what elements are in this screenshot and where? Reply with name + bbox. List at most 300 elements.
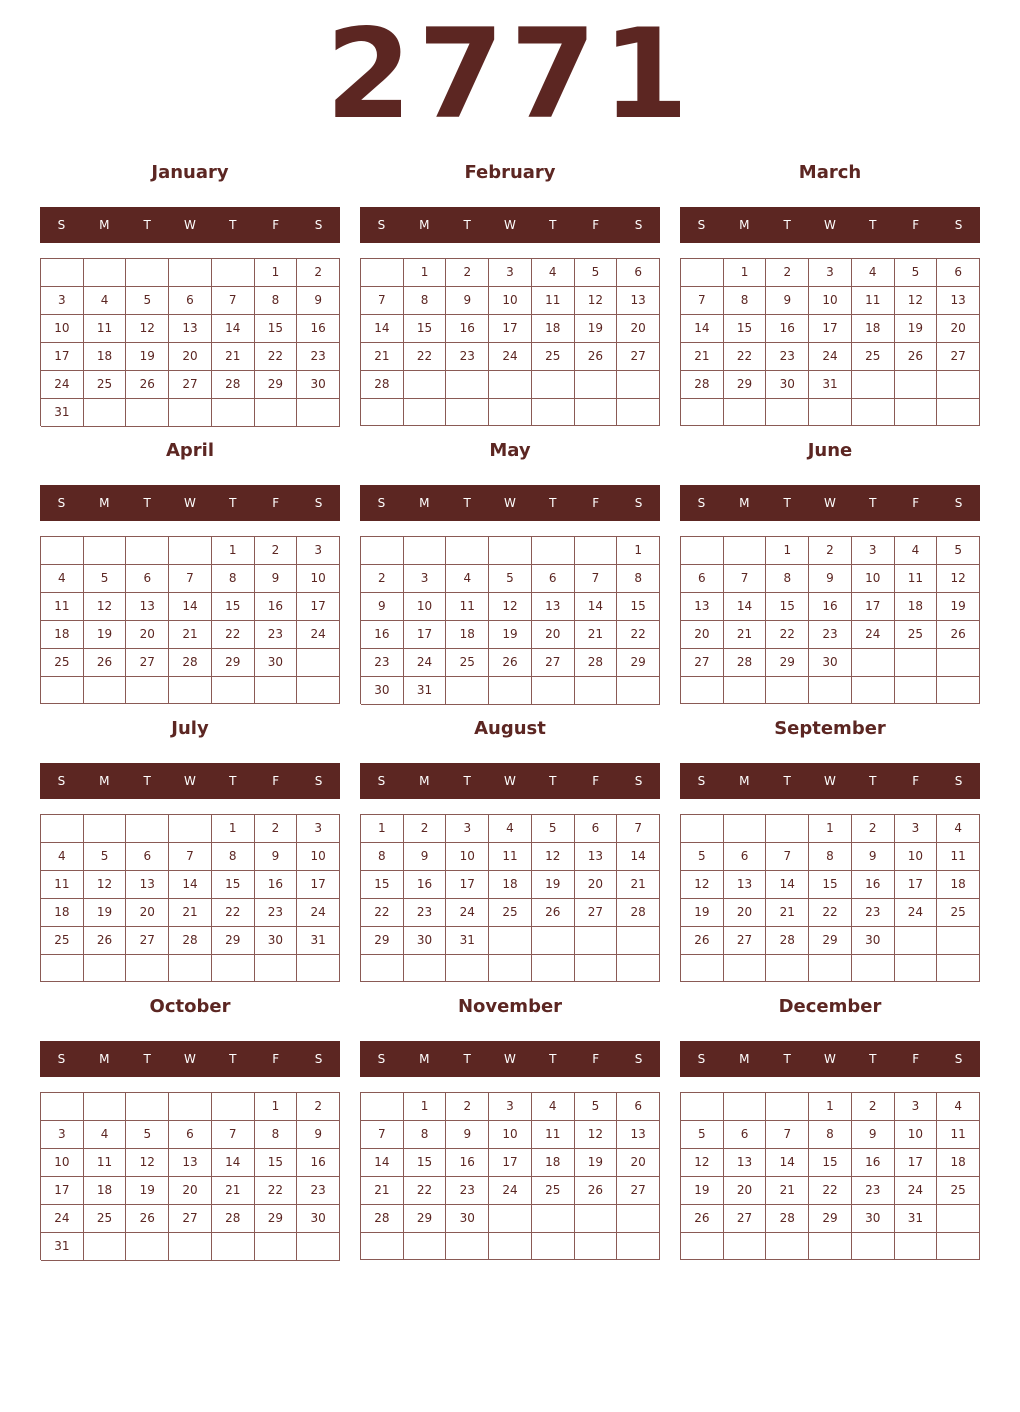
day-cell: 21 [169, 899, 212, 927]
empty-day-cell [937, 399, 980, 426]
empty-day-cell [681, 677, 724, 704]
day-cell: 1 [404, 259, 447, 287]
day-cell: 8 [404, 287, 447, 315]
empty-day-cell [852, 955, 895, 982]
day-cell: 30 [361, 677, 404, 705]
day-cell: 29 [809, 1205, 852, 1233]
empty-day-cell [84, 955, 127, 982]
weekday-label: W [824, 496, 836, 510]
day-cell: 12 [895, 287, 938, 315]
day-cell: 10 [297, 565, 340, 593]
day-cell: 21 [361, 1177, 404, 1205]
day-cell: 5 [895, 259, 938, 287]
day-cell: 5 [489, 565, 532, 593]
weekday-label: M [99, 774, 110, 788]
day-cell: 7 [766, 1121, 809, 1149]
day-cell: 2 [766, 259, 809, 287]
empty-day-cell [937, 649, 980, 677]
weekday-header [360, 1041, 660, 1077]
day-grid [360, 536, 660, 704]
day-cell: 21 [575, 621, 618, 649]
empty-day-cell [937, 1233, 980, 1260]
day-cell: 13 [724, 1149, 767, 1177]
day-cell: 24 [297, 621, 340, 649]
day-cell: 7 [212, 1121, 255, 1149]
day-cell: 1 [361, 815, 404, 843]
empty-day-cell [681, 537, 724, 565]
day-cell: 25 [41, 649, 84, 677]
day-cell: 4 [852, 259, 895, 287]
empty-day-cell [852, 399, 895, 426]
weekday-label: S [697, 1052, 706, 1066]
day-cell: 20 [169, 1177, 212, 1205]
day-cell: 20 [724, 899, 767, 927]
empty-day-cell [852, 677, 895, 704]
day-cell: 9 [446, 1121, 489, 1149]
day-cell: 15 [404, 1149, 447, 1177]
day-cell: 6 [617, 259, 660, 287]
day-cell: 29 [212, 649, 255, 677]
day-cell: 16 [297, 315, 340, 343]
day-cell: 2 [255, 815, 298, 843]
empty-day-cell [212, 1093, 255, 1121]
day-cell: 20 [617, 315, 660, 343]
day-cell: 26 [489, 649, 532, 677]
weekday-label: F [592, 774, 600, 788]
day-cell: 26 [84, 927, 127, 955]
empty-day-cell [212, 677, 255, 704]
day-cell: 28 [766, 927, 809, 955]
day-cell: 23 [852, 1177, 895, 1205]
empty-day-cell [41, 1093, 84, 1121]
day-cell: 19 [489, 621, 532, 649]
day-cell: 7 [361, 287, 404, 315]
weekday-label: T [229, 1052, 237, 1066]
day-cell: 22 [404, 1177, 447, 1205]
empty-day-cell [532, 677, 575, 705]
empty-day-cell [895, 1233, 938, 1260]
empty-day-cell [852, 649, 895, 677]
weekday-label: M [739, 774, 750, 788]
year-title: 2771 [325, 3, 695, 147]
empty-day-cell [937, 955, 980, 982]
day-cell: 4 [937, 1093, 980, 1121]
day-cell: 12 [681, 871, 724, 899]
day-cell: 30 [404, 927, 447, 955]
weekday-label: T [463, 496, 471, 510]
day-cell: 29 [255, 1205, 298, 1233]
day-cell: 26 [575, 343, 618, 371]
day-cell: 13 [617, 287, 660, 315]
day-cell: 30 [255, 927, 298, 955]
empty-day-cell [809, 677, 852, 704]
day-cell: 16 [255, 871, 298, 899]
day-cell: 30 [809, 649, 852, 677]
weekday-label: M [419, 774, 430, 788]
weekday-label: S [697, 496, 706, 510]
weekday-label: T [783, 774, 791, 788]
day-grid [40, 1092, 340, 1260]
weekday-label: S [377, 1052, 386, 1066]
day-cell: 17 [895, 871, 938, 899]
day-cell: 5 [937, 537, 980, 565]
day-cell: 27 [937, 343, 980, 371]
day-cell: 28 [681, 371, 724, 399]
day-cell: 24 [297, 899, 340, 927]
day-cell: 9 [297, 287, 340, 315]
weekday-label: T [783, 1052, 791, 1066]
empty-day-cell [212, 259, 255, 287]
day-cell: 2 [361, 565, 404, 593]
day-cell: 19 [84, 899, 127, 927]
day-cell: 20 [532, 621, 575, 649]
weekday-label: S [314, 1052, 323, 1066]
weekday-label: S [377, 774, 386, 788]
day-cell: 5 [84, 843, 127, 871]
day-cell: 20 [617, 1149, 660, 1177]
empty-day-cell [532, 927, 575, 955]
day-cell: 20 [937, 315, 980, 343]
day-cell: 14 [575, 593, 618, 621]
weekday-label: W [824, 774, 836, 788]
day-cell: 23 [255, 899, 298, 927]
month-name: October [149, 996, 231, 1017]
day-cell: 16 [404, 871, 447, 899]
day-cell: 11 [937, 1121, 980, 1149]
day-cell: 17 [41, 343, 84, 371]
weekday-label: S [377, 218, 386, 232]
weekday-label: W [504, 1052, 516, 1066]
weekday-label: S [57, 218, 66, 232]
day-cell: 8 [212, 843, 255, 871]
empty-day-cell [84, 815, 127, 843]
weekday-label: W [184, 1052, 196, 1066]
empty-day-cell [297, 955, 340, 982]
day-cell: 26 [681, 1205, 724, 1233]
empty-day-cell [255, 1233, 298, 1261]
empty-day-cell [404, 1233, 447, 1260]
day-cell: 15 [212, 593, 255, 621]
month-name: August [474, 718, 546, 739]
day-cell: 18 [937, 871, 980, 899]
empty-day-cell [361, 955, 404, 982]
day-cell: 5 [126, 287, 169, 315]
weekday-label: S [954, 496, 963, 510]
day-cell: 5 [84, 565, 127, 593]
day-cell: 10 [404, 593, 447, 621]
day-cell: 1 [255, 1093, 298, 1121]
day-cell: 2 [446, 1093, 489, 1121]
day-cell: 10 [809, 287, 852, 315]
day-cell: 10 [297, 843, 340, 871]
weekday-label: S [57, 774, 66, 788]
empty-day-cell [41, 259, 84, 287]
empty-day-cell [212, 1233, 255, 1261]
day-cell: 8 [809, 1121, 852, 1149]
empty-day-cell [126, 955, 169, 982]
day-cell: 25 [852, 343, 895, 371]
day-cell: 16 [809, 593, 852, 621]
weekday-label: F [272, 218, 280, 232]
day-cell: 14 [724, 593, 767, 621]
day-cell: 2 [297, 1093, 340, 1121]
day-cell: 25 [532, 343, 575, 371]
day-cell: 2 [404, 815, 447, 843]
weekday-label: W [504, 496, 516, 510]
day-cell: 12 [532, 843, 575, 871]
day-cell: 9 [446, 287, 489, 315]
weekday-label: T [463, 774, 471, 788]
weekday-label: M [99, 496, 110, 510]
day-cell: 9 [255, 565, 298, 593]
day-cell: 7 [169, 565, 212, 593]
weekday-label: T [783, 496, 791, 510]
empty-day-cell [126, 815, 169, 843]
day-cell: 8 [809, 843, 852, 871]
day-cell: 3 [297, 815, 340, 843]
empty-day-cell [724, 677, 767, 704]
day-cell: 25 [84, 1205, 127, 1233]
day-cell: 13 [724, 871, 767, 899]
empty-day-cell [361, 1233, 404, 1260]
empty-day-cell [937, 371, 980, 399]
empty-day-cell [169, 537, 212, 565]
day-cell: 28 [617, 899, 660, 927]
empty-day-cell [895, 371, 938, 399]
empty-day-cell [575, 1205, 618, 1233]
day-cell: 2 [255, 537, 298, 565]
day-cell: 22 [255, 343, 298, 371]
empty-day-cell [766, 399, 809, 426]
day-cell: 29 [766, 649, 809, 677]
day-cell: 16 [446, 315, 489, 343]
day-cell: 28 [361, 1205, 404, 1233]
day-cell: 24 [404, 649, 447, 677]
day-cell: 19 [681, 899, 724, 927]
day-cell: 14 [212, 1149, 255, 1177]
weekday-label: S [697, 774, 706, 788]
day-cell: 7 [724, 565, 767, 593]
month-name: April [165, 440, 215, 461]
day-cell: 6 [532, 565, 575, 593]
day-cell: 14 [681, 315, 724, 343]
weekday-label: W [184, 218, 196, 232]
weekday-header [680, 763, 980, 799]
day-cell: 31 [446, 927, 489, 955]
day-cell: 1 [724, 259, 767, 287]
day-cell: 3 [297, 537, 340, 565]
day-cell: 14 [169, 593, 212, 621]
empty-day-cell [84, 259, 127, 287]
day-cell: 1 [809, 815, 852, 843]
empty-day-cell [255, 955, 298, 982]
weekday-label: T [869, 774, 877, 788]
empty-day-cell [489, 399, 532, 426]
day-cell: 28 [169, 927, 212, 955]
day-cell: 14 [766, 1149, 809, 1177]
empty-day-cell [169, 815, 212, 843]
day-grid [360, 814, 660, 982]
day-cell: 19 [575, 1149, 618, 1177]
weekday-label: M [739, 218, 750, 232]
weekday-label: F [272, 496, 280, 510]
empty-day-cell [126, 399, 169, 427]
day-cell: 16 [255, 593, 298, 621]
day-cell: 23 [297, 1177, 340, 1205]
weekday-label: T [143, 496, 151, 510]
empty-day-cell [489, 1205, 532, 1233]
month-december [680, 986, 980, 1264]
day-cell: 4 [489, 815, 532, 843]
empty-day-cell [617, 371, 660, 399]
weekday-label: T [143, 774, 151, 788]
empty-day-cell [532, 1205, 575, 1233]
day-cell: 29 [255, 371, 298, 399]
day-cell: 31 [895, 1205, 938, 1233]
empty-day-cell [681, 815, 724, 843]
day-cell: 16 [446, 1149, 489, 1177]
day-cell: 22 [404, 343, 447, 371]
empty-day-cell [297, 399, 340, 427]
day-cell: 25 [446, 649, 489, 677]
day-cell: 11 [532, 287, 575, 315]
empty-day-cell [212, 955, 255, 982]
empty-day-cell [937, 677, 980, 704]
day-cell: 24 [895, 1177, 938, 1205]
day-cell: 20 [681, 621, 724, 649]
day-cell: 10 [895, 843, 938, 871]
day-cell: 11 [84, 1149, 127, 1177]
weekday-header [360, 207, 660, 243]
day-cell: 13 [681, 593, 724, 621]
day-cell: 10 [41, 315, 84, 343]
empty-day-cell [575, 1233, 618, 1260]
weekday-label: S [634, 774, 643, 788]
weekday-label: S [634, 1052, 643, 1066]
day-cell: 27 [169, 371, 212, 399]
empty-day-cell [766, 955, 809, 982]
day-cell: 23 [446, 343, 489, 371]
empty-day-cell [489, 371, 532, 399]
empty-day-cell [297, 677, 340, 704]
day-cell: 19 [84, 621, 127, 649]
day-cell: 4 [446, 565, 489, 593]
empty-day-cell [809, 955, 852, 982]
day-cell: 26 [126, 371, 169, 399]
day-cell: 4 [532, 259, 575, 287]
empty-day-cell [852, 1233, 895, 1260]
weekday-header [40, 1041, 340, 1077]
empty-day-cell [575, 371, 618, 399]
empty-day-cell [681, 1093, 724, 1121]
day-cell: 12 [575, 287, 618, 315]
empty-day-cell [404, 537, 447, 565]
day-cell: 3 [895, 815, 938, 843]
empty-day-cell [169, 677, 212, 704]
day-cell: 2 [852, 1093, 895, 1121]
empty-day-cell [361, 399, 404, 426]
day-cell: 11 [489, 843, 532, 871]
day-cell: 6 [126, 565, 169, 593]
day-cell: 31 [404, 677, 447, 705]
weekday-label: T [549, 774, 557, 788]
empty-day-cell [617, 677, 660, 705]
month-january [40, 152, 340, 430]
empty-day-cell [404, 399, 447, 426]
day-cell: 15 [212, 871, 255, 899]
empty-day-cell [681, 1233, 724, 1260]
day-cell: 10 [852, 565, 895, 593]
day-cell: 20 [724, 1177, 767, 1205]
day-cell: 27 [575, 899, 618, 927]
day-cell: 2 [852, 815, 895, 843]
day-cell: 23 [766, 343, 809, 371]
day-cell: 4 [532, 1093, 575, 1121]
empty-day-cell [766, 1093, 809, 1121]
day-cell: 7 [169, 843, 212, 871]
day-cell: 8 [617, 565, 660, 593]
day-cell: 2 [297, 259, 340, 287]
day-cell: 30 [297, 1205, 340, 1233]
day-cell: 3 [446, 815, 489, 843]
empty-day-cell [297, 649, 340, 677]
day-cell: 28 [766, 1205, 809, 1233]
empty-day-cell [169, 955, 212, 982]
empty-day-cell [852, 371, 895, 399]
weekday-label: S [314, 218, 323, 232]
weekday-label: F [272, 774, 280, 788]
day-cell: 9 [809, 565, 852, 593]
day-cell: 18 [446, 621, 489, 649]
day-cell: 29 [212, 927, 255, 955]
empty-day-cell [84, 677, 127, 704]
weekday-label: S [377, 496, 386, 510]
day-cell: 30 [255, 649, 298, 677]
day-cell: 6 [169, 287, 212, 315]
empty-day-cell [681, 955, 724, 982]
day-cell: 24 [809, 343, 852, 371]
day-cell: 10 [489, 287, 532, 315]
empty-day-cell [169, 399, 212, 427]
day-cell: 17 [489, 315, 532, 343]
day-cell: 18 [41, 621, 84, 649]
empty-day-cell [489, 1233, 532, 1260]
empty-day-cell [532, 371, 575, 399]
empty-day-cell [126, 1233, 169, 1261]
day-cell: 3 [41, 287, 84, 315]
day-cell: 18 [41, 899, 84, 927]
empty-day-cell [446, 1233, 489, 1260]
empty-day-cell [766, 815, 809, 843]
empty-day-cell [895, 677, 938, 704]
day-cell: 4 [84, 1121, 127, 1149]
day-cell: 29 [617, 649, 660, 677]
day-cell: 29 [404, 1205, 447, 1233]
day-cell: 14 [617, 843, 660, 871]
day-cell: 31 [297, 927, 340, 955]
weekday-label: M [419, 1052, 430, 1066]
day-cell: 11 [446, 593, 489, 621]
day-cell: 13 [169, 315, 212, 343]
day-grid [680, 814, 980, 982]
day-cell: 19 [126, 1177, 169, 1205]
day-cell: 23 [361, 649, 404, 677]
weekday-label: S [954, 218, 963, 232]
day-cell: 15 [255, 315, 298, 343]
day-grid [40, 258, 340, 426]
empty-day-cell [724, 1093, 767, 1121]
day-cell: 27 [126, 927, 169, 955]
